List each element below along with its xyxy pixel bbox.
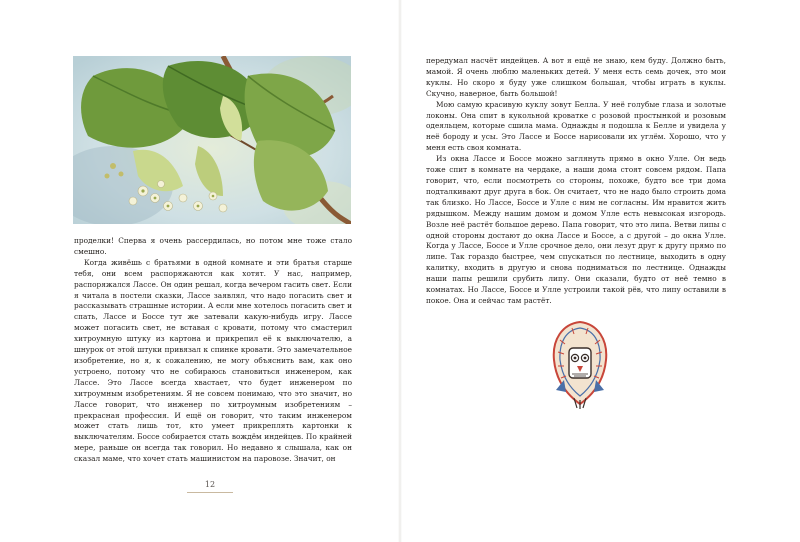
right-page bbox=[400, 0, 800, 542]
right-paragraph-3: Из окна Лассе и Боссе можно заглянуть прямо в окно Улле. Он ведь тоже спит в комнате на чердаке, а наши дома стоят совсем рядом. Папа говорит, что, если посмотреть со стороны, похоже, будто все три дома подталкивают друг друга в бок. Он считает, что не надо было строить дома так близко. Но Лассе, Боссе и Улле с ним не согласны. Им нравится жить рядышком. Между нашим домом и домом Улле есть невысокая изгородь. Возле неё растёт большое дерево. Папа говорит, что это липа. Ветви липы с одной стороны достают до окна Лассе и Боссе, а с другой – до окна Улле. Когда у Лассе, Боссе и Улле срочное дело, они лезут друг к другу прямо по липе. Так гораздо быстрее, чем спускаться по лестнице, выходить в одну калитку, входить в другую и снова подниматься по лестнице. Однажды наши папы решили срубить липу. Они сказали, будто от неё темно в комнатах. Но Лассе, Боссе и Улле устроили такой рёв, что липу оставили в покое. Она и сейчас там растёт. bbox=[426, 154, 726, 305]
owl-ornament-icon bbox=[550, 320, 610, 410]
left-page-text bbox=[74, 236, 352, 465]
right-page-text bbox=[426, 56, 726, 307]
right-paragraph-2: Мою самую красивую куклу зовут Белла. У неё голубые глаза и золотые локоны. Она спит в кукольной кроватке с розовой простынкой и розовым одеяльцем, которые сшила мама. Однажды я подошла к Белле и увидела у неё бороду и усы. Это Лассе и Боссе нарисовали их углём. Хорошо, что у меня есть своя комната. bbox=[426, 99, 726, 153]
left-paragraph-1: проделки! Сперва я очень рассердилась, но потом мне тоже стало смешно. bbox=[74, 236, 352, 256]
linden-branch-illustration bbox=[73, 56, 351, 224]
page-footer bbox=[170, 480, 250, 493]
page-number: 12 bbox=[204, 480, 216, 489]
page-number-rule bbox=[187, 492, 233, 493]
left-paragraph-2: Когда живёшь с братьями в одной комнате и эти братья старше тебя, они всем распоряжаются как хотят. У нас, например, распоряжался Лассе. Он один решал, когда вечером гасить свет. Если я читала в постели сказки, Лассе заявлял, что надо погасить свет и рассказывать страшные истории. А если мне хотелось погасить свет и спать, Лассе и Боссе тут же затевали какую-нибудь игру. Лассе может погасить свет, не вставая с кровати, потому что смастерил хитроумную штуку из картона и прикрепил её к выключателю, а шнурок от этой штуки привязал к спинке кровати. Это замечательное изобретение, но я, к сожалению, не могу объяснить вам, как оно устроено, потому что не собираюсь становиться инженером, как Лассе. Это Лассе всегда хвастает, что будет инженером по хитроумным изобретениям. Я не совсем понимаю, что это значит, но Лассе говорит, что инженер по хитроумным изобретениям – прекрасная профессия. И ещё он говорит, что таким инженером может стать лишь тот, кто умеет прикреплять картонки к выключателям. Боссе собирается стать вождём индейцев. По крайней мере, раньше он всегда так говорил. Но недавно я слышала, как он сказал маме, что хочет стать машинистом на паровозе. Значит, он bbox=[74, 257, 352, 464]
right-paragraph-1: передумал насчёт индейцев. А вот я ещё не знаю, кем буду. Должно быть, мамой. Я очень люблю маленьких детей. У меня есть семь дочек, это мои куклы. Но скоро я буду уже слишком большая, чтобы играть в куклы. Скучно, наверное, быть большой! bbox=[426, 56, 726, 98]
